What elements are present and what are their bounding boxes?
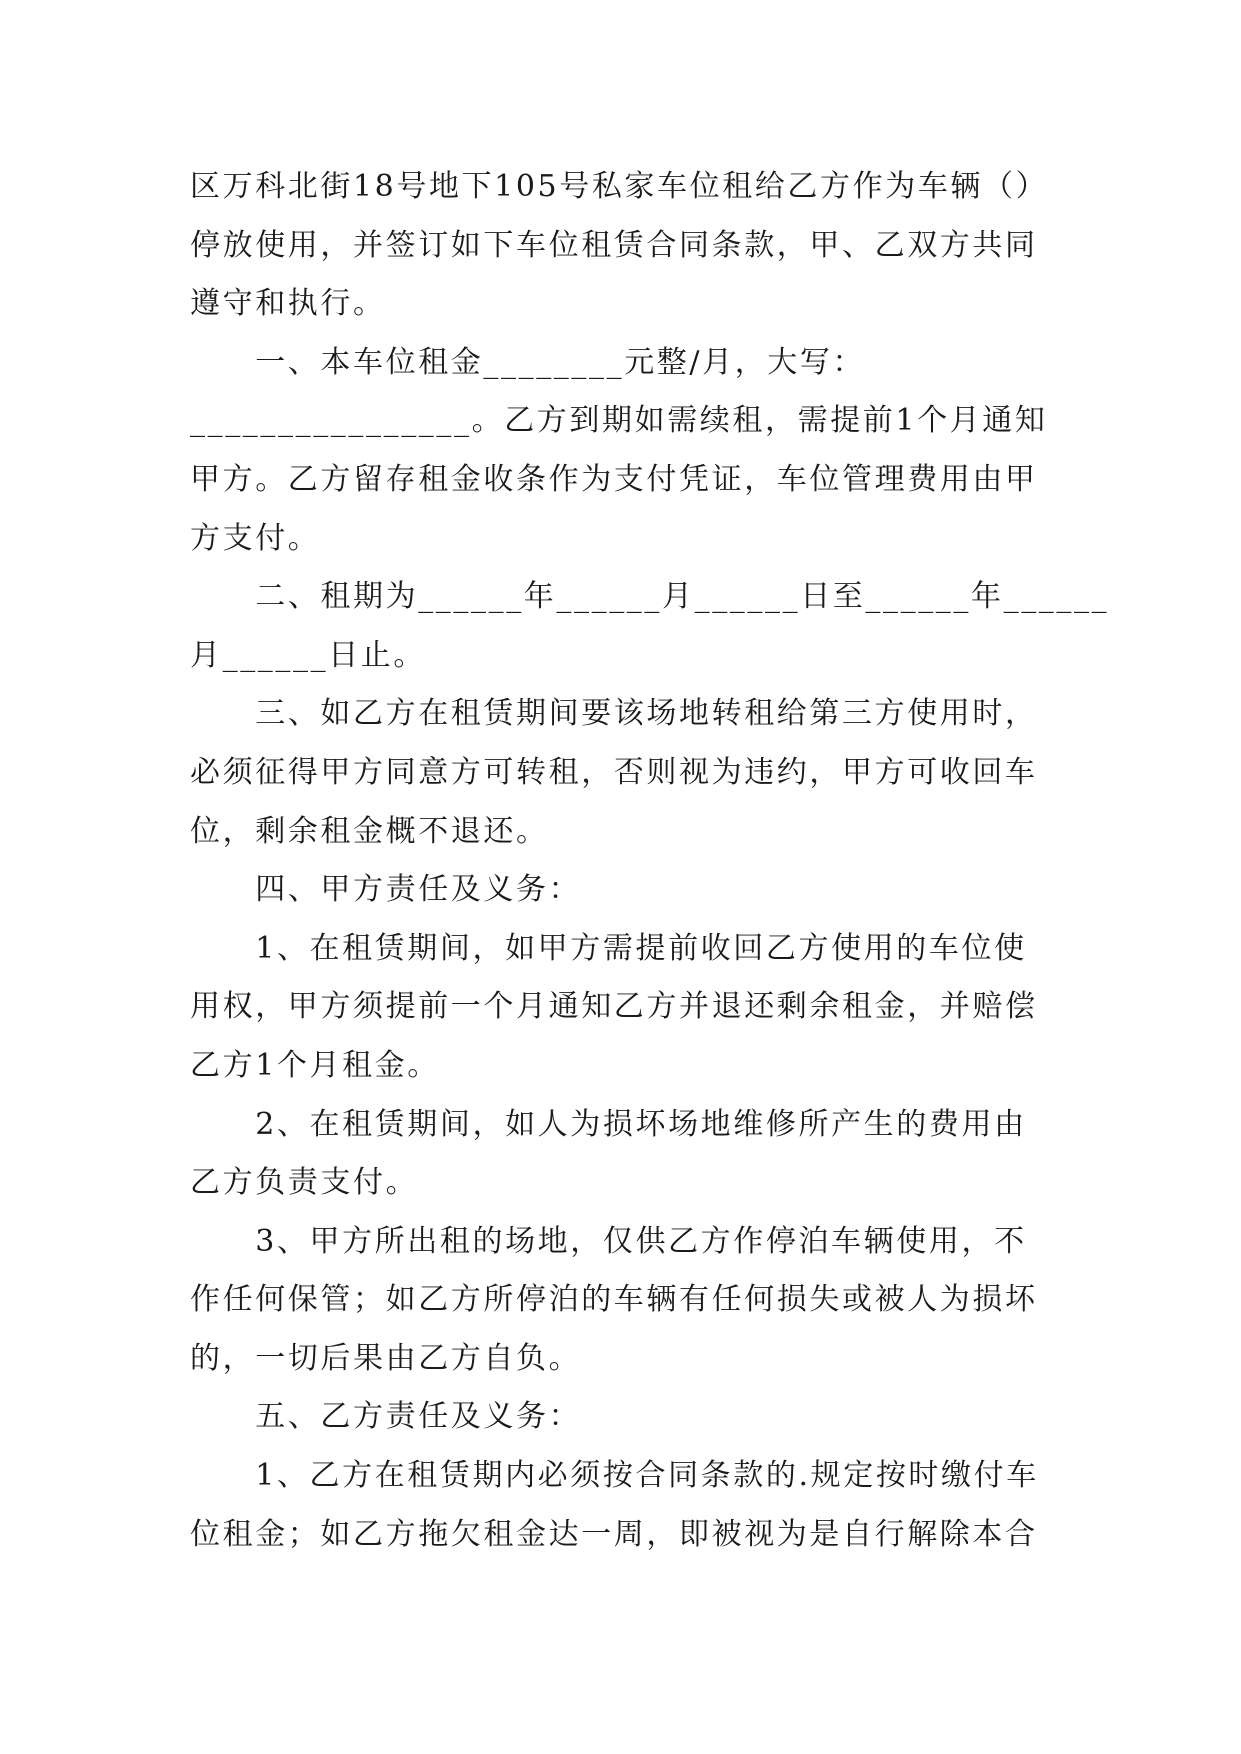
text-line: 月______日止。	[190, 637, 426, 673]
section-4-heading: 四、甲方责任及义务：	[190, 872, 582, 908]
text-line: 停放使用，并签订如下车位租赁合同条款，甲、乙双方共同	[190, 227, 1038, 263]
item-4-2-line: 2、在租赁期间，如人为损坏场地维修所产生的费用由	[190, 1106, 1027, 1142]
text-line: 的，一切后果由乙方自负。	[190, 1340, 582, 1376]
text-line: 位租金；如乙方拖欠租金达一周，即被视为是自行解除本合	[190, 1516, 1038, 1552]
text-line: 用权，甲方须提前一个月通知乙方并退还剩余租金，并赔偿	[190, 989, 1038, 1025]
text-line: 乙方1个月租金。	[190, 1047, 440, 1083]
text-line: 遵守和执行。	[190, 286, 386, 322]
section-5-heading: 五、乙方责任及义务：	[190, 1399, 582, 1435]
text-line: 甲方。乙方留存租金收条作为支付凭证，车位管理费用由甲	[190, 461, 1038, 497]
clause-2-line: 二、租期为______年______月______日至______年______	[190, 579, 1110, 615]
text-line: ________________。乙方到期如需续租，需提前1个月通知	[190, 403, 1048, 439]
text-line: 作任何保管；如乙方所停泊的车辆有任何损失或被人为损坏	[190, 1282, 1038, 1318]
text-line: 位，剩余租金概不退还。	[190, 813, 549, 849]
text-line: 乙方负责支付。	[190, 1165, 419, 1201]
text-line: 必须征得甲方同意方可转租，否则视为违约，甲方可收回车	[190, 754, 1038, 790]
text-line: 方支付。	[190, 520, 321, 556]
contract-body	[190, 158, 1110, 1564]
text-line: 区万科北街18号地下105号私家车位租给乙方作为车辆（）	[190, 169, 1049, 204]
item-4-1-line: 1、在租赁期间，如甲方需提前收回乙方使用的车位使	[190, 930, 1027, 966]
clause-3-line: 三、如乙方在租赁期间要该场地转租给第三方使用时，	[190, 696, 1038, 732]
clause-1-line: 一、本车位租金________元整/月，大写：	[190, 344, 866, 380]
item-5-1-line: 1、乙方在租赁期内必须按合同条款的.规定按时缴付车	[190, 1458, 1039, 1494]
item-4-3-line: 3、甲方所出租的场地，仅供乙方作停泊车辆使用，不	[190, 1223, 1027, 1259]
